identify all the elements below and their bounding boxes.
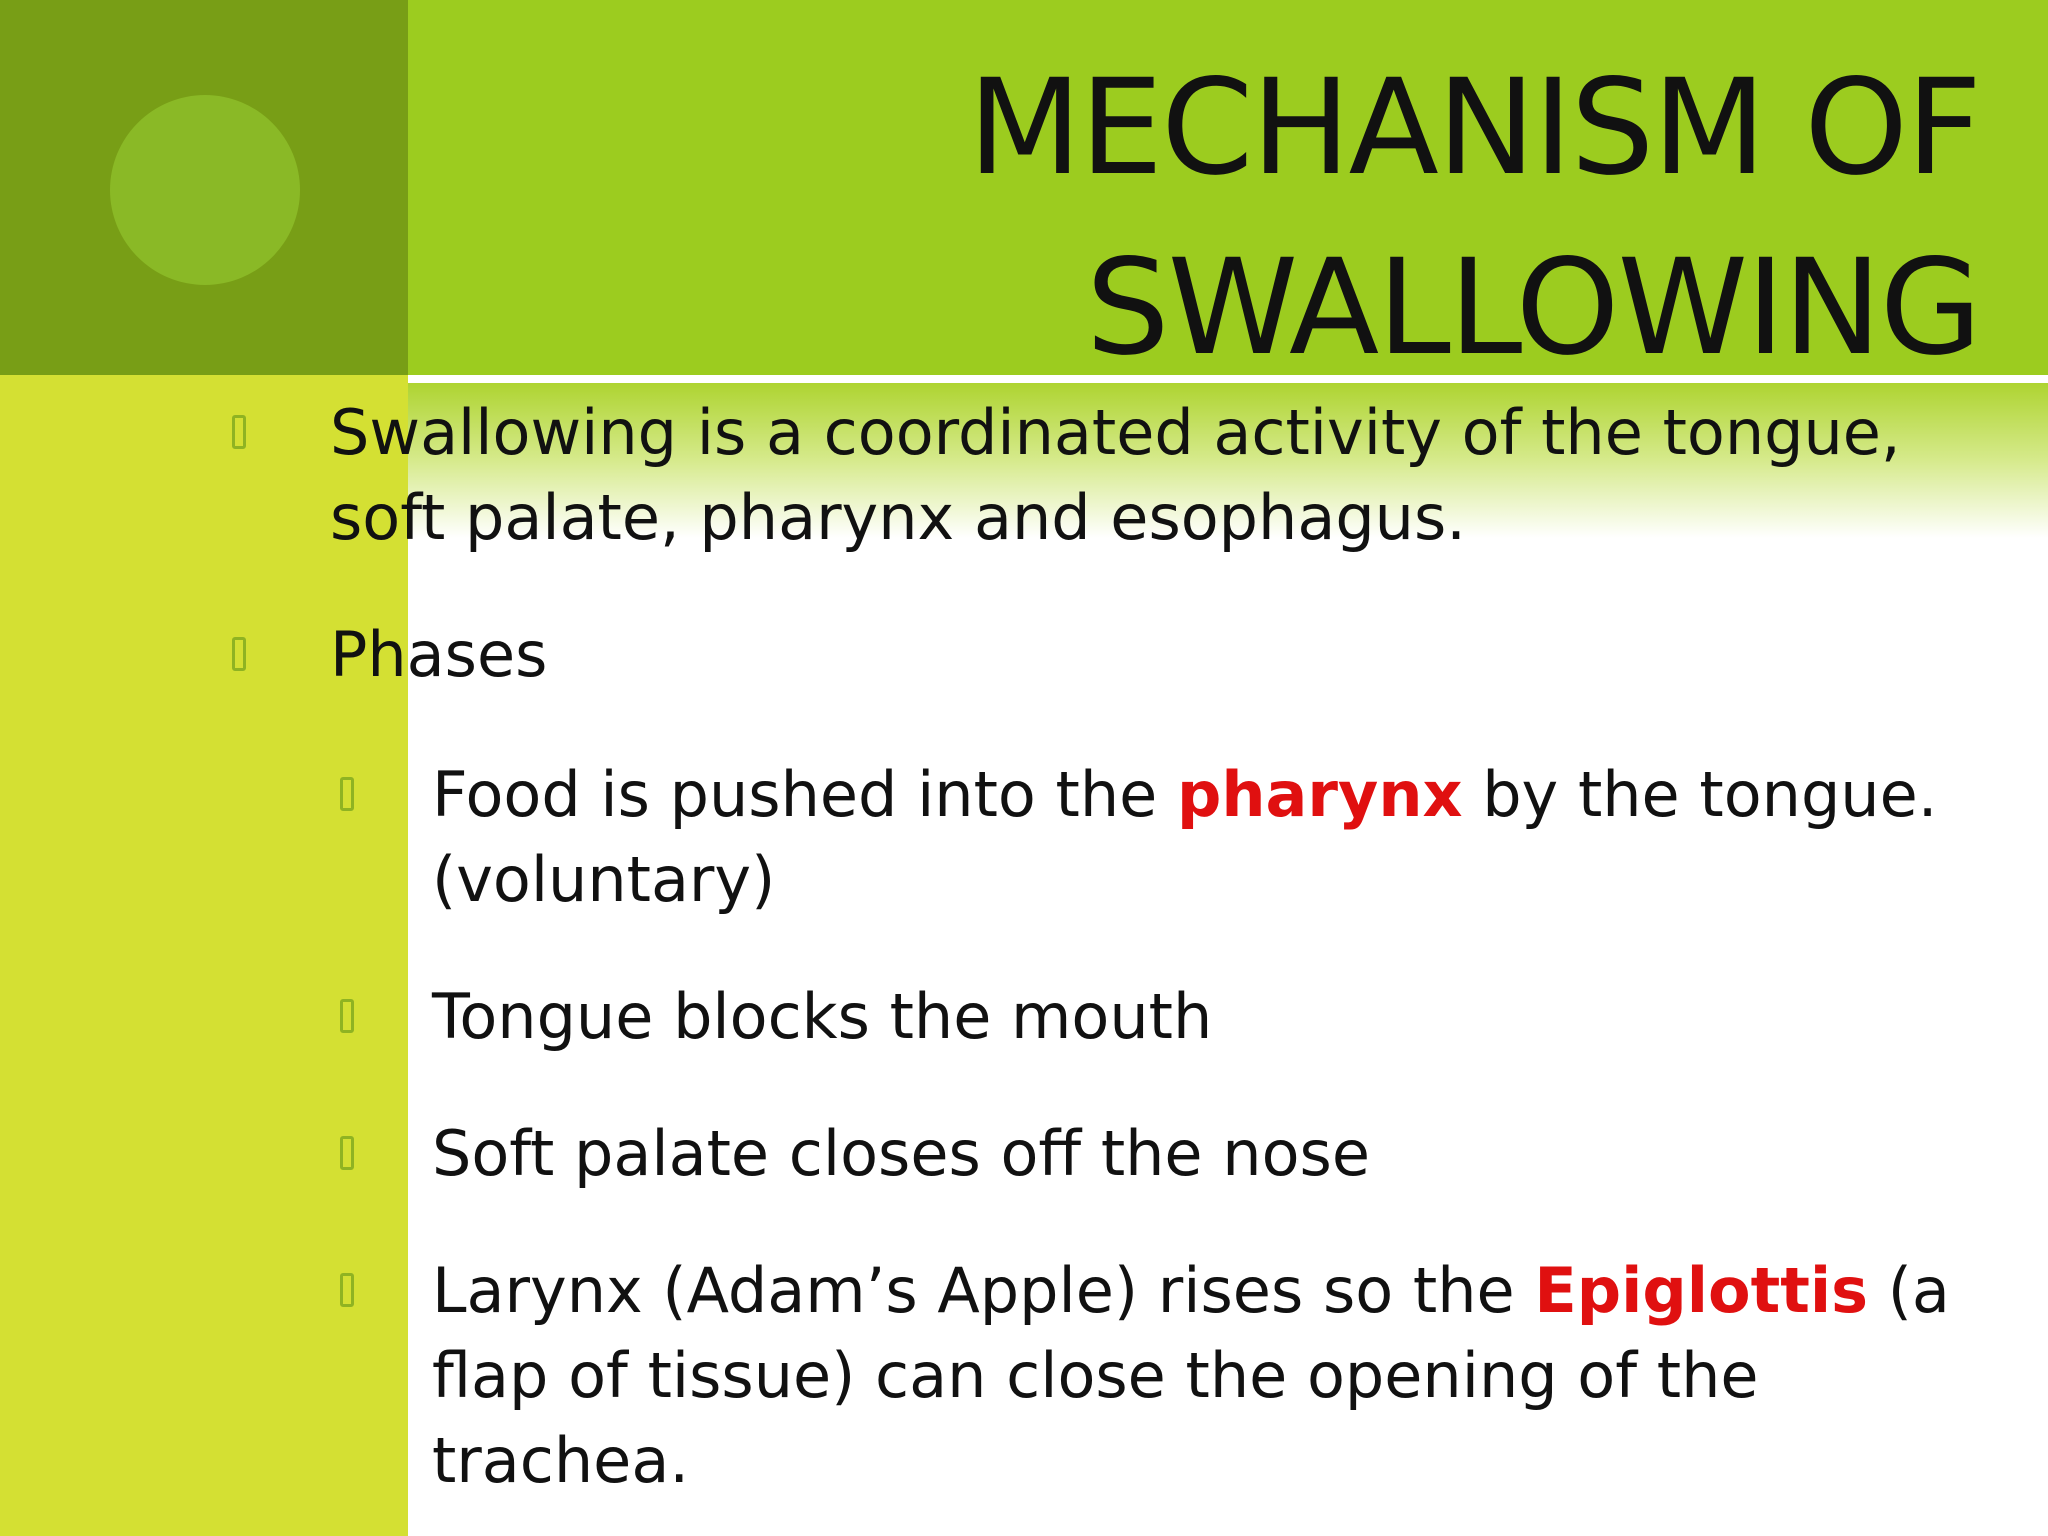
bullet-marker-icon	[340, 1273, 354, 1307]
bullet-text: Tongue blocks the mouth	[432, 980, 1213, 1053]
bullet-marker-icon	[232, 415, 246, 449]
bullet-phases	[330, 612, 2010, 697]
sub-bullet-soft-palate	[432, 1111, 1992, 1196]
sub-bullet-pharynx	[432, 752, 1992, 922]
highlight-pharynx: pharynx	[1177, 758, 1463, 831]
bullet-marker-icon	[340, 1136, 354, 1170]
bullet-text-post: (a flap of tissue) can close the opening of the trachea.	[432, 1254, 1950, 1497]
slide-title	[968, 38, 1980, 398]
sub-bullet-tongue	[432, 974, 1992, 1059]
bullet-text-pre: Food is pushed into the	[432, 758, 1177, 831]
bullet-marker-icon	[340, 999, 354, 1033]
highlight-epiglottis: Epiglottis	[1534, 1254, 1869, 1327]
corner-block	[0, 0, 408, 375]
decorative-circle-icon	[110, 95, 300, 285]
bullet-text: Soft palate closes off the nose	[432, 1117, 1370, 1190]
title-line-2: SWALLOWING	[1085, 231, 1980, 385]
bullet-text-pre: Larynx (Adam’s Apple) rises so the	[432, 1254, 1535, 1327]
bullet-text: Phases	[330, 618, 548, 691]
bullet-text: Swallowing is a coordinated activity of the tongue, soft palate, pharynx and esophagus.	[330, 396, 1901, 554]
bullet-marker-icon	[340, 777, 354, 811]
bullet-marker-icon	[232, 637, 246, 671]
title-line-1: MECHANISM OF	[967, 51, 1980, 205]
bullet-text-post: by the tongue. (voluntary)	[432, 758, 1938, 916]
sub-bullet-larynx	[432, 1248, 1992, 1503]
bullet-swallowing	[330, 390, 2010, 560]
